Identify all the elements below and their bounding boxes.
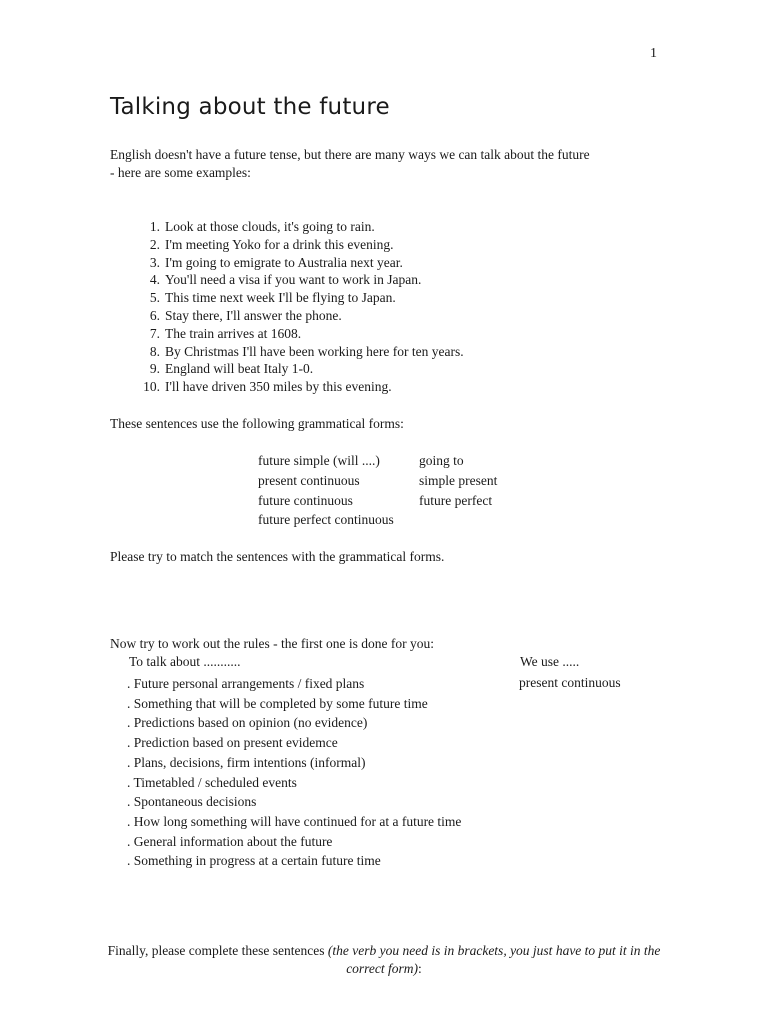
item-text: This time next week I'll be flying to Japan.: [165, 290, 396, 306]
item-text: England will beat Italy 1-0.: [165, 361, 314, 377]
rules-left-header: To talk about ...........: [129, 654, 241, 669]
list-item: . Prediction based on present evidemce: [127, 735, 338, 751]
list-item: . Plans, decisions, firm intentions (informal): [127, 754, 366, 770]
list-item: [118, 325, 464, 343]
list-item: [118, 218, 464, 236]
list-item: [118, 289, 464, 307]
forms-intro: These sentences use the following grammatical forms:: [110, 416, 404, 431]
item-number: 2.: [149, 236, 160, 252]
rules-first-answer: present continuous: [519, 675, 621, 690]
list-item: . How long something will have continued for at a future time: [127, 813, 462, 829]
item-text: Look at those clouds, it's going to rain.: [165, 219, 375, 234]
item-number: 3.: [149, 254, 160, 270]
match-instruction: Please try to match the sentences with the grammatical forms.: [110, 549, 445, 564]
list-item: . Spontaneous decisions: [127, 794, 257, 810]
item-number: 1.: [149, 219, 160, 234]
list-item: [118, 254, 464, 272]
list-item: [118, 343, 464, 361]
intro-line-1: English doesn't have a future tense, but there are many ways we can talk about the future: [110, 147, 590, 162]
item-text: You'll need a visa if you want to work in Japan.: [165, 272, 422, 288]
form-item: future simple (will ....): [258, 453, 380, 468]
list-item: . Future personal arrangements / fixed plans: [127, 676, 365, 691]
item-text: I'm meeting Yoko for a drink this evening.: [165, 236, 394, 252]
item-text: I'm going to emigrate to Australia next year.: [165, 254, 403, 270]
form-item: going to: [419, 453, 464, 468]
page-title: Talking about the future: [110, 94, 390, 120]
item-text: The train arrives at 1608.: [165, 325, 302, 341]
list-item: [118, 307, 464, 325]
item-number: 4.: [149, 272, 160, 288]
form-item: [419, 511, 539, 528]
form-item: future perfect: [419, 492, 493, 508]
final-instruction-text: Finally, please complete these sentences: [107, 943, 328, 958]
rules-right-header: We use .....: [520, 654, 580, 669]
intro-line-2: - here are some examples:: [110, 164, 251, 180]
list-item: . Something in progress at a certain future time: [127, 853, 381, 869]
list-item: . General information about the future: [127, 833, 333, 849]
list-item: . Timetabled / scheduled events: [127, 774, 297, 790]
form-item: future perfect continuous: [258, 512, 394, 528]
item-number: 6.: [149, 307, 160, 323]
grammatical-forms-grid: [258, 452, 539, 528]
list-item: . Something that will be completed by some future time: [127, 695, 428, 711]
item-text: Stay there, I'll answer the phone.: [165, 307, 342, 323]
list-item: [118, 271, 464, 289]
final-instruction-note: (the verb you need is in brackets, you just have to put it in the correct form): [327, 943, 661, 976]
item-number: 9.: [149, 361, 160, 377]
form-item: future continuous: [258, 492, 353, 508]
item-number: 7.: [149, 325, 160, 341]
item-number: 10.: [143, 379, 160, 395]
example-sentences-list: [118, 218, 464, 396]
form-item: simple present: [419, 472, 498, 488]
form-item: present continuous: [258, 472, 360, 488]
item-text: By Christmas I'll have been working here for ten years.: [165, 343, 464, 359]
page-number: 1: [650, 46, 657, 61]
list-item: [118, 236, 464, 254]
item-number: 5.: [149, 290, 160, 306]
final-instruction: [96, 942, 672, 978]
item-text: I'll have driven 350 miles by this evening.: [165, 379, 392, 395]
list-item: [118, 378, 464, 396]
rules-list: [127, 674, 461, 871]
intro-paragraph: [110, 146, 630, 181]
list-item: . Predictions based on opinion (no evidence): [127, 715, 368, 731]
list-item: [118, 360, 464, 378]
rules-intro: Now try to work out the rules - the first one is done for you:: [110, 636, 434, 651]
item-number: 8.: [149, 343, 160, 359]
final-instruction-end: :: [418, 961, 422, 976]
